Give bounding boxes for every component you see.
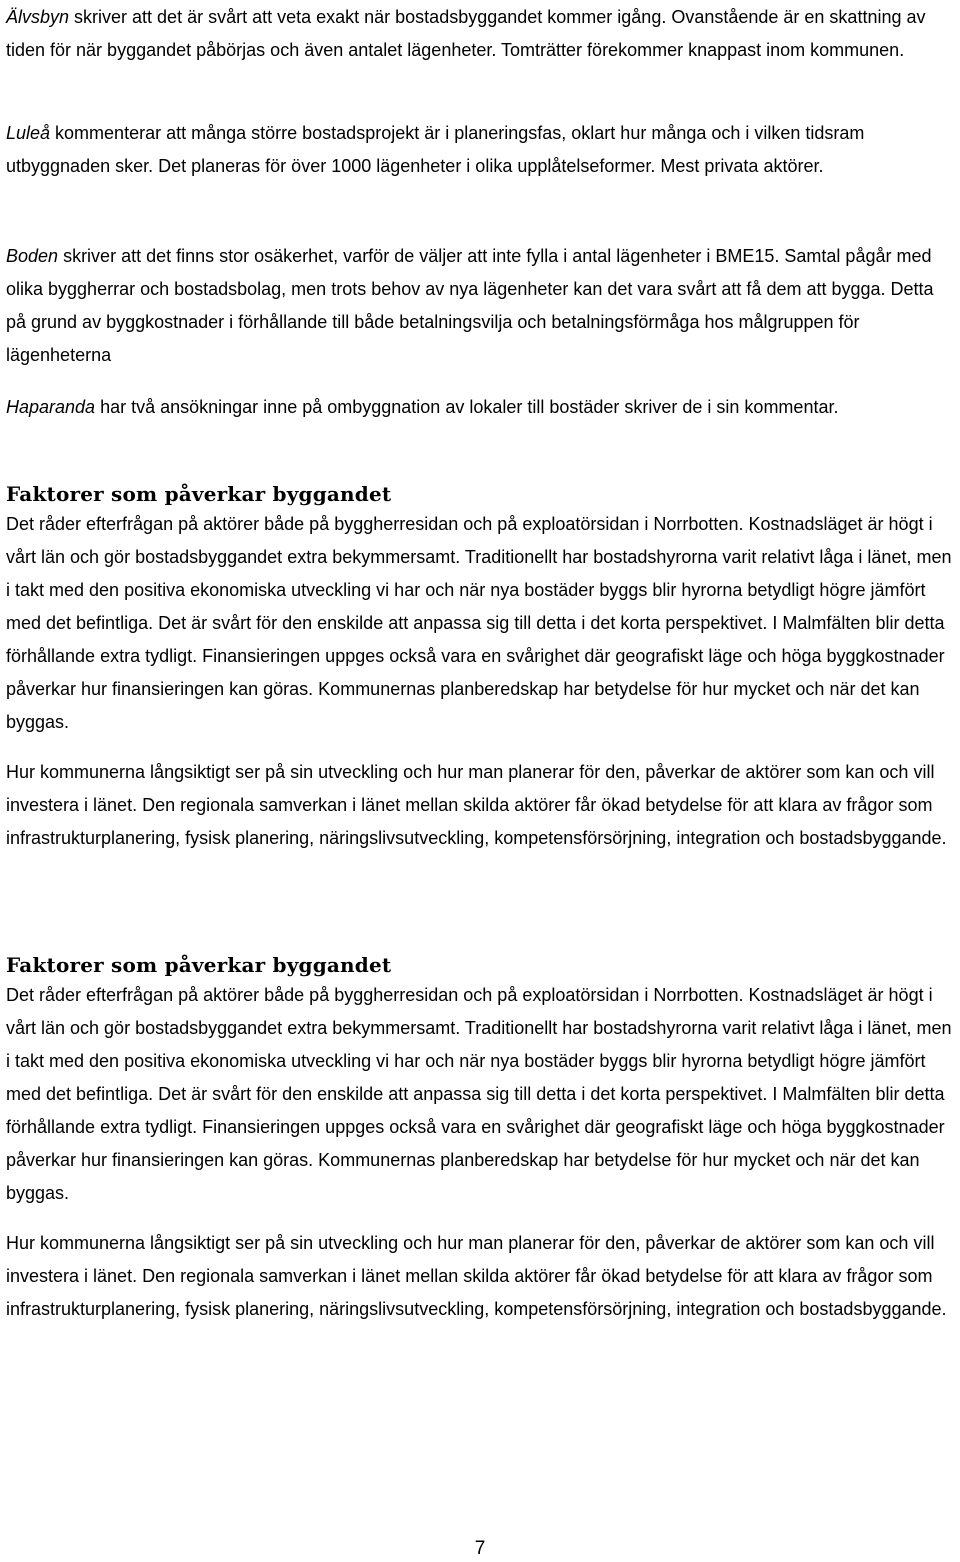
section-paragraph: Hur kommunerna långsiktigt ser på sin utveckling och hur man planerar för den, påverkar de aktörer som kan och vill investera i länet. Den regionala samverkan i länet mellan skilda aktörer får ökad betydelse för att klara av frågor som infrastrukturplanering, fysisk planering, näringslivsutveckling, kompetensförsörjning, integration och bostadsbyggande. — [6, 762, 947, 848]
paragraph-text: har två ansökningar inne på ombyggnation av lokaler till bostäder skriver de i sin kommentar. — [95, 397, 839, 417]
section-heading: Faktorer som påverkar byggandet — [6, 953, 392, 977]
paragraph-haparanda — [6, 391, 838, 424]
paragraph-text: kommenterar att många större bostadsprojekt är i planeringsfas, oklart hur många och i vilken tidsram utbyggnaden sker. Det planeras för över 1000 lägenheter i olika upplåtelseformer. Mest privata aktörer. — [6, 123, 865, 176]
paragraph-text: skriver att det är svårt att veta exakt när bostadsbyggandet kommer igång. Ovanstående är en skattning av tiden för när byggandet påbörjas och även antalet lägenheter. Tomträtter förekommer knappast inom kommunen. — [6, 7, 926, 60]
paragraph-boden — [6, 240, 956, 372]
section-factors — [6, 480, 958, 855]
paragraph-alvsbyn — [6, 1, 956, 67]
paragraph-lulea — [6, 117, 956, 183]
page-number: 7 — [474, 1538, 486, 1559]
municipality-name: Boden — [6, 246, 59, 266]
section-paragraph: Det råder efterfrågan på aktörer både på byggherresidan och på exploatörsidan i Norrbotten. Kostnadsläget är högt i vårt län och gör bostadsbyggandet extra bekymmersamt. Traditionellt har bostadshyrorna varit relativt låga i länet, men i takt med den positiva ekonomiska utveckling vi har och när nya bostäder byggs blir hyrorna betydligt högre jämfört med det befintliga. Det är svårt för den enskilde att anpassa sig till detta i det korta perspektivet. I Malmfälten blir detta förhållande extra tydligt. Finansieringen uppges också vara en svårighet där geografiskt läge och höga byggkostnader påverkar hur finansieringen kan göras. Kommunernas planberedskap har betydelse för hur mycket och när det kan byggas. — [6, 514, 952, 732]
municipality-name: Luleå — [6, 123, 51, 143]
section-heading: Faktorer som påverkar byggandet — [6, 482, 392, 506]
municipality-name: Haparanda — [6, 397, 96, 417]
paragraph-text: skriver att det finns stor osäkerhet, varför de väljer att inte fylla i antal lägenheter i BME15. Samtal pågår med olika byggherrar och bostadsbolag, men trots behov av nya lägenheter kan det vara svårt att få dem att bygga. Detta på grund av byggkostnader i förhållande till både betalningsvilja och betalningsförmåga hos målgruppen för lägenheterna — [6, 246, 934, 365]
municipality-name: Älvsbyn — [6, 7, 70, 27]
section-paragraph: Hur kommunerna långsiktigt ser på sin utveckling och hur man planerar för den, påverkar de aktörer som kan och vill investera i länet. Den regionala samverkan i länet mellan skilda aktörer får ökad betydelse för att klara av frågor som infrastrukturplanering, fysisk planering, näringslivsutveckling, kompetensförsörjning, integration och bostadsbyggande. — [6, 1233, 947, 1319]
section-factors-repeat — [6, 951, 958, 1326]
section-paragraph: Det råder efterfrågan på aktörer både på byggherresidan och på exploatörsidan i Norrbotten. Kostnadsläget är högt i vårt län och gör bostadsbyggandet extra bekymmersamt. Traditionellt har bostadshyrorna varit relativt låga i länet, men i takt med den positiva ekonomiska utveckling vi har och när nya bostäder byggs blir hyrorna betydligt högre jämfört med det befintliga. Det är svårt för den enskilde att anpassa sig till detta i det korta perspektivet. I Malmfälten blir detta förhållande extra tydligt. Finansieringen uppges också vara en svårighet där geografiskt läge och höga byggkostnader påverkar hur finansieringen kan göras. Kommunernas planberedskap har betydelse för hur mycket och när det kan byggas. — [6, 985, 952, 1203]
